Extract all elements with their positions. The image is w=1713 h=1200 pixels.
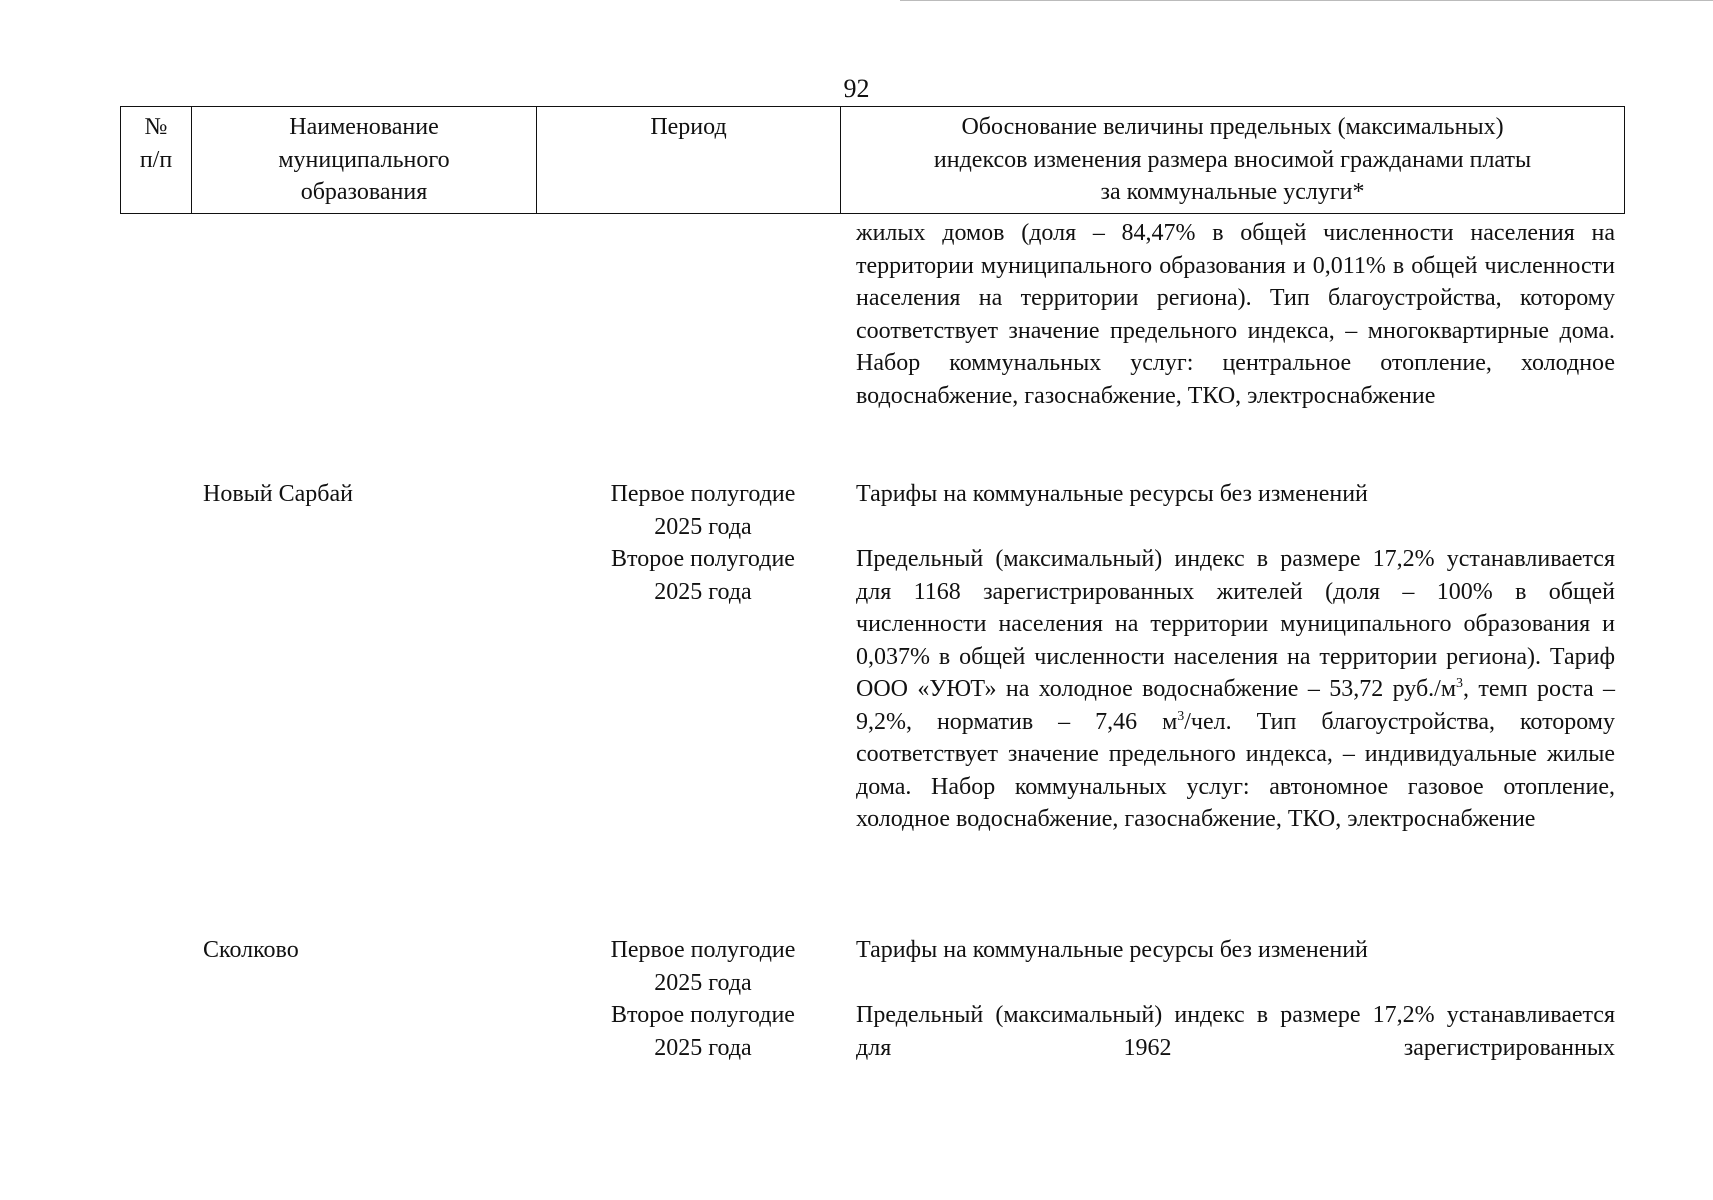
table-row bbox=[120, 478, 1625, 543]
municipality-name: Новый Сарбай bbox=[203, 481, 353, 507]
basis-text: Предельный (максимальный) индекс в размере 17,2% устанавливается для 1962 зарегистрированных bbox=[856, 1002, 1615, 1061]
header-basis: Обоснование величины предельных (максимальных) индексов изменения размера вносимой гражданами платы за коммунальные услуги* bbox=[933, 114, 1532, 205]
period: Второе полугодие 2025 года bbox=[611, 1002, 795, 1061]
period: Первое полугодие 2025 года bbox=[610, 937, 796, 996]
header-municipality: Наименование муниципального образования bbox=[192, 107, 537, 213]
scan-artifact-line bbox=[900, 0, 1713, 1]
period: Первое полугодие 2025 года bbox=[610, 481, 796, 540]
basis-text: Тарифы на коммунальные ресурсы без изменений bbox=[856, 481, 1368, 507]
table-row bbox=[120, 999, 1625, 1064]
table-row bbox=[120, 543, 1625, 836]
basis-text: Тарифы на коммунальные ресурсы без изменений bbox=[856, 937, 1368, 963]
basis-text: Предельный (максимальный) индекс в размере 17,2% устанавливается для 1168 зарегистрированных жителей (доля – 100% в общей численности населения на территории муниципального образования и 0,037% в общей численности населения на территории региона). Тариф ООО «УЮТ» на холодное водоснабжение – 53,72 $руб./м^3$, темп роста – 9,2%, норматив – 7,46 $м^3$/чел. Тип благоустройства, которому соответствует значение предельного индекса, – индивидуальные жилые дома. Набор коммунальных услуг: автономное газовое отопление, холодное водоснабжение, газоснабжение, ТКО, электроснабжение bbox=[856, 546, 1615, 832]
table-row bbox=[120, 934, 1625, 999]
municipality-name: Сколково bbox=[203, 937, 299, 963]
continuation-text: жилых домов (доля – 84,47% в общей численности населения на территории муниципального образования и 0,011% в общей численности населения на территории региона). Тип благоустройства, которому соответствует значение предельного индекса, – многоквартирные дома. Набор коммунальных услуг: центральное отопление, холодное водоснабжение, газоснабжение, ТКО, электроснабжение bbox=[856, 220, 1615, 409]
table-header bbox=[120, 106, 1625, 214]
header-period: Период bbox=[537, 107, 841, 213]
page-number: 92 bbox=[843, 74, 870, 103]
period: Второе полугодие 2025 года bbox=[611, 546, 795, 605]
header-number: № п/п bbox=[121, 107, 192, 213]
continuation-row bbox=[120, 217, 1625, 412]
